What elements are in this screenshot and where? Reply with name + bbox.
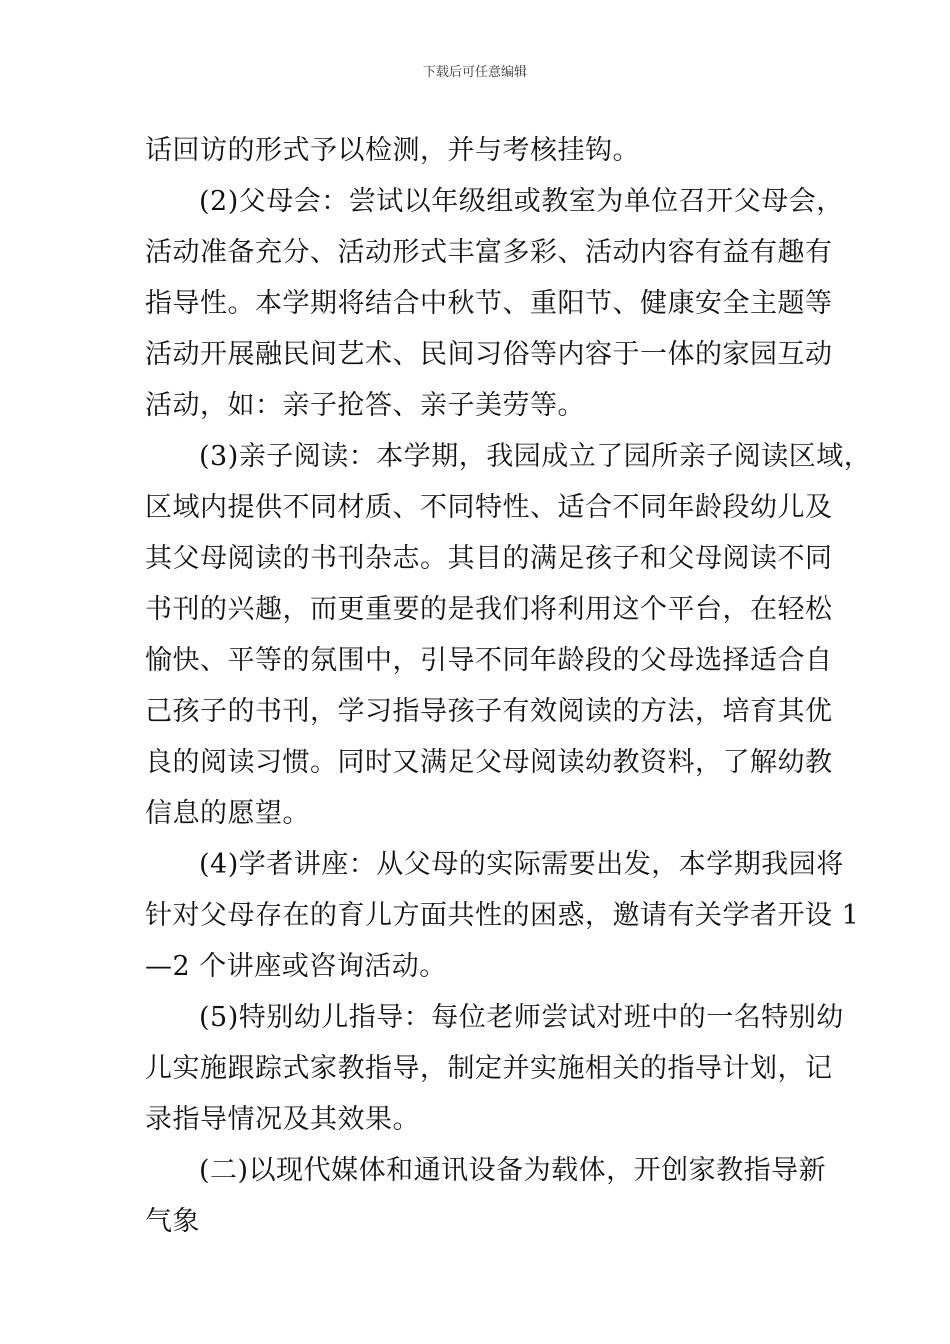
text-line: 儿实施跟踪式家教指导，制定并实施相关的指导计划，记 <box>145 1053 833 1084</box>
text-line: 己孩子的书刊，学习指导孩子有效阅读的方法，培育其优 <box>145 696 833 727</box>
paragraph-start-line: (2)父母会：尝试以年级组或教室为单位召开父母会， <box>199 186 844 217</box>
text-line: 区域内提供不同材质、不同特性、适合不同年龄段幼儿及 <box>145 492 833 523</box>
paragraph-start-line: (5)特别幼儿指导：每位老师尝试对班中的一名特别幼 <box>199 1002 844 1033</box>
section-heading-line: 气象 <box>145 1206 200 1237</box>
page-header: 下载后可任意编辑 <box>422 65 527 80</box>
text-line: 愉快、平等的氛围中，引导不同年龄段的父母选择适合自 <box>145 645 833 676</box>
text-line: 信息的愿望。 <box>145 798 310 829</box>
text-line: 书刊的兴趣，而更重要的是我们将利用这个平台，在轻松 <box>145 594 833 625</box>
text-line: 活动开展融民间艺术、民间习俗等内容于一体的家园互动 <box>145 339 833 370</box>
paragraph-start-line: (4)学者讲座：从父母的实际需要出发，本学期我园将 <box>199 849 844 880</box>
text-line: 活动，如：亲子抢答、亲子美劳等。 <box>145 390 585 421</box>
text-line: 活动准备充分、活动形式丰富多彩、活动内容有益有趣有 <box>145 237 833 268</box>
text-line: 针对父母存在的育儿方面共性的困惑，邀请有关学者开设 1 <box>145 900 860 931</box>
text-line: 良的阅读习惯。同时又满足父母阅读幼教资料，了解幼教 <box>145 747 833 778</box>
paragraph-start-line: (3)亲子阅读：本学期，我园成立了园所亲子阅读区域， <box>199 441 872 472</box>
section-heading-line: (二)以现代媒体和通讯设备为载体，开创家教指导新 <box>199 1155 827 1186</box>
text-line: 话回访的形式予以检测，并与考核挂钩。 <box>145 135 640 166</box>
document-body <box>145 125 872 1247</box>
text-line: 录指导情况及其效果。 <box>145 1104 420 1135</box>
text-line: 指导性。本学期将结合中秋节、重阳节、健康安全主题等 <box>145 288 833 319</box>
text-line: —2 个讲座或咨询活动。 <box>145 951 447 982</box>
text-line: 其父母阅读的书刊杂志。其目的满足孩子和父母阅读不同 <box>145 543 833 574</box>
